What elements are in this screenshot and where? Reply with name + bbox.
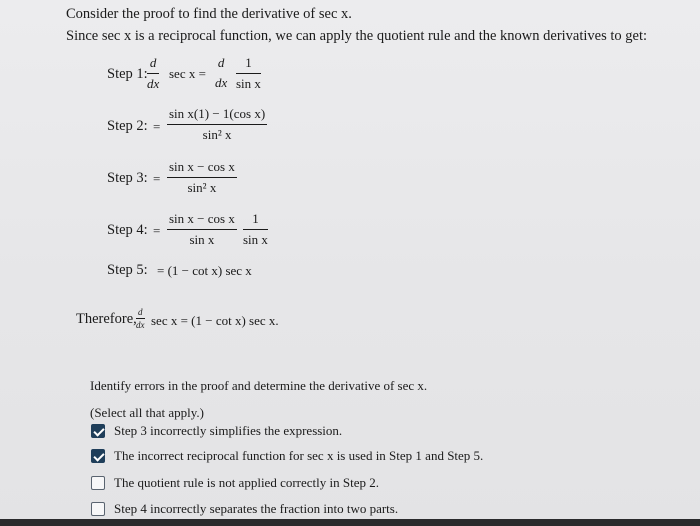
step-label: Step 3:	[107, 170, 148, 186]
fraction-numerator: d	[147, 55, 159, 74]
fraction-denominator: sin x	[189, 232, 215, 247]
fraction-numerator: 1	[236, 55, 261, 74]
fraction-denominator: sin x	[236, 76, 261, 91]
screen-bottom-edge	[0, 519, 700, 526]
step-label: Step 1:	[107, 66, 148, 82]
checkbox-checked[interactable]	[91, 449, 105, 463]
equals-sign: =	[153, 223, 161, 238]
derivative-operator	[136, 307, 145, 330]
derivative-operator	[147, 55, 159, 92]
step-label: Step 5:	[107, 262, 148, 278]
checkbox-checked[interactable]	[91, 424, 105, 438]
step-label: Step 2:	[107, 118, 148, 134]
fraction-denominator: dx	[215, 75, 228, 90]
step-5-expression: = (1 − cot x) sec x	[157, 263, 252, 278]
checkbox-unchecked[interactable]	[91, 476, 105, 490]
fraction-denominator: dx	[147, 76, 160, 91]
option-label: Step 4 incorrectly separates the fraction into two parts.	[114, 501, 399, 516]
equals-sign: =	[153, 171, 161, 186]
step-fraction	[167, 106, 267, 143]
fraction-denominator: dx	[136, 320, 145, 330]
step-fraction	[167, 159, 237, 196]
question-prompt: Identify errors in the proof and determine the derivative of sec x.	[90, 378, 428, 393]
conclusion-expression: sec x = (1 − cot x) sec x.	[151, 313, 279, 328]
fraction-numerator: d	[217, 55, 225, 70]
question-instruction: (Select all that apply.)	[90, 405, 204, 420]
fraction-numerator: sin x − cos x	[167, 159, 237, 178]
conclusion-prefix: Therefore,	[76, 311, 137, 327]
fraction-denominator: sin x	[243, 232, 268, 247]
fraction-numerator: 1	[243, 211, 268, 230]
step-fraction-2	[243, 211, 268, 248]
derivative-operator	[215, 55, 227, 91]
fraction-numerator: sin x − cos x	[167, 211, 237, 230]
fraction-denominator: sin² x	[202, 127, 232, 142]
equals-sign: =	[153, 119, 161, 134]
intro-line-1: Consider the proof to find the derivative of sec x.	[66, 6, 352, 22]
reciprocal-fraction	[236, 55, 261, 92]
fraction-denominator: sin² x	[187, 180, 217, 195]
step-fraction	[167, 211, 237, 248]
checkbox-unchecked[interactable]	[91, 502, 105, 516]
fraction-numerator: sin x(1) − 1(cos x)	[167, 106, 267, 125]
fraction-numerator: d	[138, 307, 143, 317]
intro-line-2: Since sec x is a reciprocal function, we can apply the quotient rule and the known derivatives to get:	[66, 28, 648, 44]
step-label: Step 4:	[107, 222, 148, 238]
option-label: The quotient rule is not applied correctly in Step 2.	[114, 475, 379, 490]
option-label: The incorrect reciprocal function for sec x is used in Step 1 and Step 5.	[114, 448, 484, 463]
step-1-middle: sec x =	[169, 66, 206, 81]
option-label: Step 3 incorrectly simplifies the expression.	[114, 423, 343, 438]
